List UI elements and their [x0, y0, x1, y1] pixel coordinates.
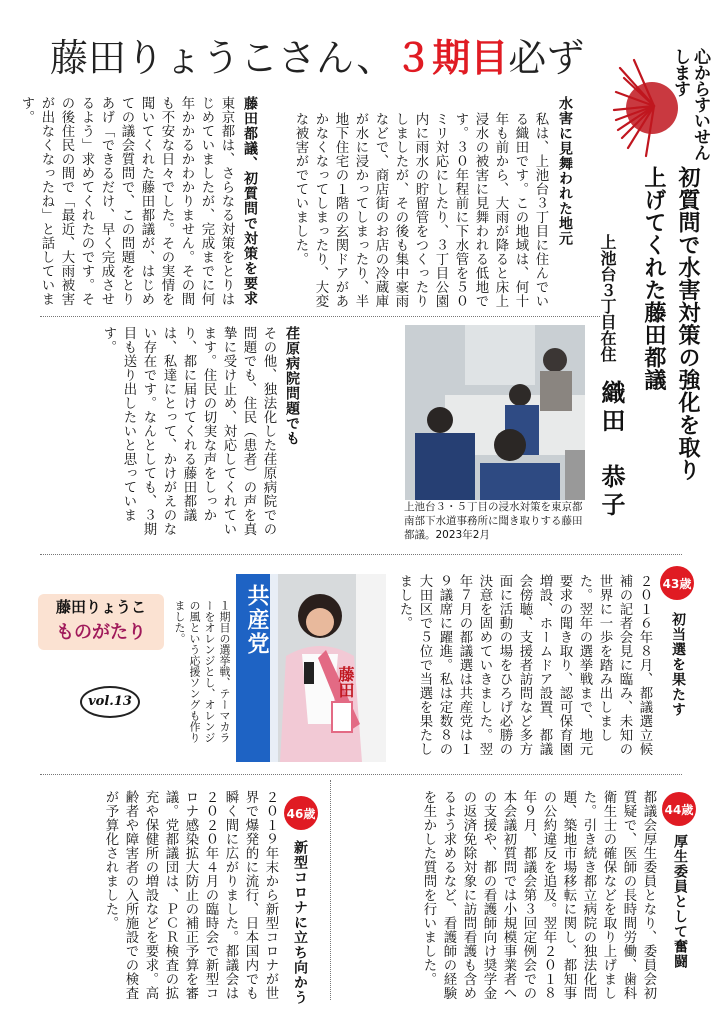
divider-story — [40, 554, 682, 555]
story-body-43: ２０１６年８月、都議選立候補の記者会見に臨み、未知の世界に一歩を踏み出しました。翌年の選挙戦まで、地元要求の聞き取り、認可保育園増設、ホームドア設置、都議会傍聴、支援者訪問など多方面に活動の場をひろげ必勝の決意を固めていきました。翌年７月の都議選は共産党は１９議席に躍進。私は定数８の大田区で５位で当選を果たしました。 — [397, 574, 652, 756]
story-title — [38, 594, 164, 650]
author-name: 織田 恭子 — [597, 380, 625, 520]
section-body-first-question: 東京都は、さらなる対策をとりはじめていましたが、完成までに何年かかるかわかりません。その間も不安な日々でした。その実情を聞いてくれた藤田都議が、はじめての議会質問で、この問題をとりあげ「できるだけ、早く完成させるよう」求めてくれたのです。その後住民の間で「最近、大雨被害が出なくなったね」と話しています。 — [19, 96, 234, 306]
story-body-46: ２０１９年末から新型コロナが世界で爆発的に流行、日本国内でも瞬く間に広がりました。都議会は２０２０年４月の臨時会で新型コロナ感染拡大防止の補正予算を審議。党都議団は、ＰＣＲ検査の拡充や保健所の増設などを要求。高齢者や障害者の入所施設での検査が予算化されました。 — [103, 790, 278, 1000]
page-title-text: 藤田りょうこさん、 — [50, 36, 395, 80]
campaign-sign-text: 共産党 — [244, 584, 269, 656]
divider-bottom — [40, 774, 682, 775]
author-address: 上池台３丁目在住 — [598, 234, 617, 362]
campaign-photo-caption: １期目の選挙戦、テーマカラーをオレンジとし、オレンジの風という応援ソングも作りました。 — [173, 600, 231, 743]
divider-bottom-vertical — [330, 780, 331, 1000]
section-body-ebara: その他、独法化した荏原病院での問題でも、住民（患者）の声を真摯に受け止め、対応してくれています。住民の切実な声をしっかり、都に届けてくれる藤田都議は、私達にとって、かけがえのない存在です。なんとしても、３期目も送り出したいと思っています。 — [101, 326, 276, 536]
page-title — [50, 30, 610, 86]
story-body-44: 都議会厚生委員となり、委員会初質疑で、医師の長時間労働、歯科衛生士の確保などを取り上げました。引き続き都立病院の独法化問題、築地市場移転に関し、都知事の公約違反を追及。翌年２０１８年９月、都議会第３回定例会での本会議初質問では小規模事業者への支援や、都の看護師向け奨学金の返済免除対象に訪問看護も含めるよう求めるなど、看護師の経験を生かした質問を行いました。 — [421, 790, 656, 1000]
meeting-photo — [405, 325, 585, 500]
campaign-photo — [236, 574, 386, 762]
page-title-highlight: ３期目 — [394, 36, 509, 80]
story-title-line1: 藤田りょうこ — [55, 598, 146, 616]
stamp-text: 心からすいせんします — [670, 48, 710, 160]
section-heading-ebara: 荏原病院問題でも — [284, 326, 300, 446]
section-heading-first-question: 藤田都議、初質問で対策を要求 — [242, 96, 258, 306]
section-heading-flood: 水害に見舞われた地元 — [557, 96, 573, 246]
section-body-flood: 私は、上池台３丁目に住んでいる織田です。この地域は、何十年も前から、大雨が降ると床上浸水の被害に見舞われる低地です。３０年程前に下水管を５０ミリ対応にしたり、３丁目公園内に雨水の貯留管をつくったりしましたが、その後も集中豪雨などで、商店街のお店の冷蔵庫が水に浸かってしまったり、半地下住宅の１階の玄関ドアがあかなくなってしまったり、大変な被害がでていました。 — [293, 112, 548, 308]
age-badge-43: 43歳 — [660, 566, 694, 600]
meeting-photo-caption: 上池台３・５丁目の浸水対策を東京都南部下水道事務所に聞き取りする藤田都議。2023年2月 — [404, 501, 583, 541]
story-heading-44: 厚生委員として奮闘 — [672, 834, 688, 969]
campaign-sash-text: 藤田 — [336, 666, 355, 698]
meeting-scene-image — [405, 325, 585, 500]
page-title-suffix: 必ず — [508, 36, 585, 80]
age-badge-44: 44歳 — [662, 792, 696, 826]
story-heading-43: 初当選を果たす — [670, 612, 686, 717]
divider-top-mid — [40, 316, 600, 317]
top-headline: 初質問で水害対策の強化を取り上げてくれた藤田都議 — [641, 166, 700, 481]
age-badge-46: 46歳 — [284, 796, 318, 830]
story-volume: vol.13 — [80, 686, 140, 718]
story-title-line2: ものがたり — [56, 622, 146, 643]
story-heading-46: 新型コロナに立ち向かう — [292, 840, 308, 1005]
recommendation-stamp — [612, 48, 712, 160]
